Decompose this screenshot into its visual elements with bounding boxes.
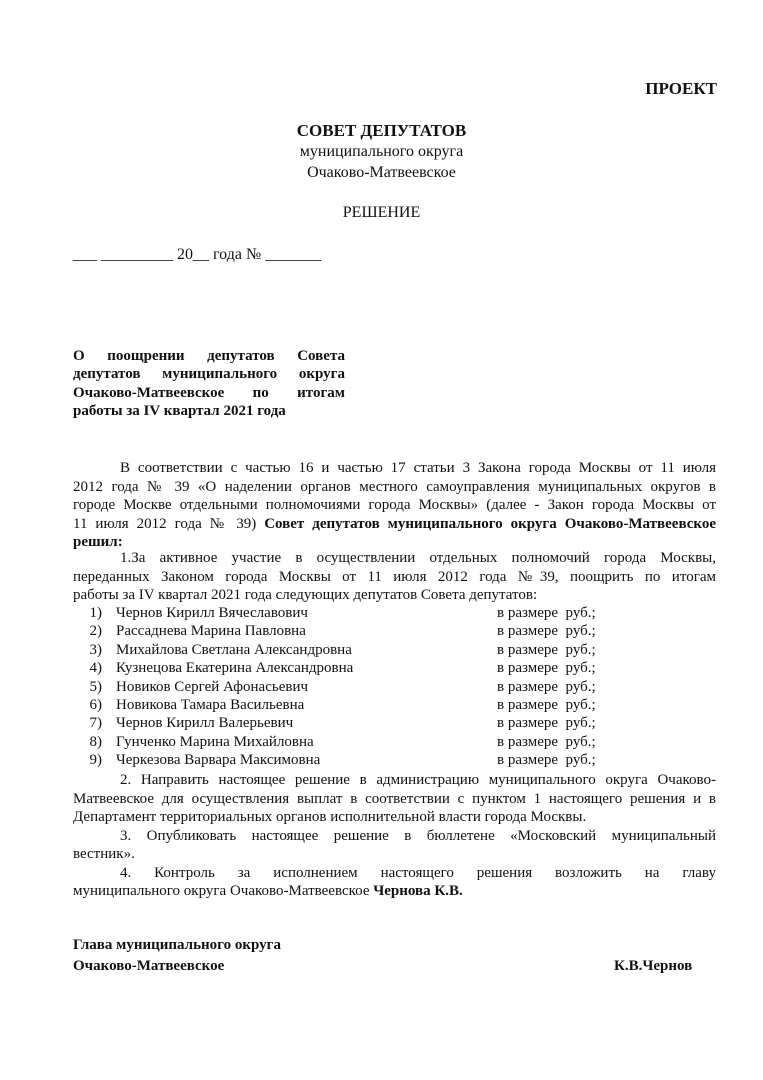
clause-2-line: Департамент территориальных органов исполнительной власти города Москвы. [73,809,587,825]
list-number: 5) [89,678,102,695]
list-item [82,733,642,751]
award-amount: в размере руб.; [497,623,596,640]
signature-title [73,935,281,977]
signatory-name: К.В.Чернов [614,958,693,974]
deputy-name: Рассаднева Марина Павловна [116,623,306,640]
decision-heading: РЕШЕНИЕ [342,204,421,221]
preamble-line: В соответствии с частью 16 и частью 17 статьи 3 Закона города Москвы от 11 июля [120,460,716,476]
list-number: 9) [89,752,102,769]
list-number: 8) [89,733,102,750]
clause-2-line: Матвеевское для осуществления выплат в соответствии с пунктом 1 настоящего решения и в [73,790,716,807]
subject-line: Очаково-Матвеевское по итогам [73,384,345,401]
deputy-name: Михайлова Светлана Александровна [116,641,352,658]
clause-4-line [73,882,716,901]
preamble-paragraph [73,459,716,552]
preamble-line: 2012 года № 39 «О наделении органов местного самоуправления муниципальных округов в [73,478,716,495]
clause-1-line: работы за IV квартал 2021 года следующих депутатов Совета депутатов: [73,587,538,603]
signature-title-line1: Глава муниципального округа [73,937,281,953]
clause-1 [73,549,716,605]
council-resolved-phrase: Совет депутатов муниципального округа Очаково-Матвеевское [264,515,716,532]
resolved-word: решил: [73,534,123,550]
award-amount: в размере руб.; [497,641,596,658]
preamble-line [73,515,716,534]
council-title: СОВЕТ ДЕПУТАТОВ [296,121,467,140]
subject-line: депутатов муниципального округа [73,366,345,383]
preamble-line: городе Москве отдельными полномочиями города Москвы» (далее - Закон города Москвы от [73,497,716,513]
signature-title-line2: Очаково-Матвеевское [73,958,225,974]
draft-stamp: ПРОЕКТ [645,79,717,98]
clause-3-line: 3. Опубликовать настоящее решение в бюллетене «Московский муниципальный [120,827,716,844]
list-item [82,659,642,677]
clause-3-line: вестник». [73,846,135,862]
preamble-text: 11 июля 2012 года № 39) [73,515,265,532]
list-number: 4) [89,660,102,677]
award-amount: в размере руб.; [497,752,596,769]
deputy-name: Чернов Кирилл Вячеславович [116,605,308,621]
deputies-list [82,604,642,770]
award-amount: в размере руб.; [497,678,596,695]
award-amount: в размере руб.; [497,696,596,713]
list-item [82,622,642,640]
list-number: 3) [89,641,102,658]
list-number: 2) [89,623,102,640]
award-amount: в размере руб.; [497,605,596,621]
list-item [82,751,642,769]
date-number-line: ___ _________ 20__ года № _______ [73,246,322,263]
responsible-person: Чернова К.В. [373,883,463,899]
list-item [82,714,642,732]
council-subtitle-line1: муниципального округа [299,143,464,160]
clause-4-text: муниципального округа Очаково-Матвеевское [73,883,374,899]
deputy-name: Чернов Кирилл Валерьевич [116,715,294,732]
list-number: 1) [89,605,102,621]
clause-1-line: 1.За активное участие в осуществлении отдельных полномочий города Москвы, [120,550,716,566]
award-amount: в размере руб.; [497,715,596,732]
list-number: 7) [89,715,102,732]
list-item [82,678,642,696]
deputy-name: Гунченко Марина Михайловна [116,733,314,750]
deputy-name: Кузнецова Екатерина Александровна [116,660,354,677]
council-subtitle-line2: Очаково-Матвеевское [307,164,456,181]
award-amount: в размере руб.; [497,733,596,750]
deputy-name: Черкезова Варвара Максимовна [116,752,321,769]
list-number: 6) [89,696,102,713]
clauses-2-4 [73,771,716,901]
deputy-name: Новикова Тамара Васильевна [116,696,305,713]
subject-line: О поощрении депутатов Совета [73,348,345,364]
list-item [82,696,642,714]
award-amount: в размере руб.; [497,660,596,677]
decision-subject [73,347,345,421]
subject-line: работы за IV квартал 2021 года [73,403,286,420]
clause-2-line: 2. Направить настоящее решение в администрацию муниципального округа Очаково- [120,772,716,788]
clause-1-line: переданных Законом города Москвы от 11 июля 2012 года №39, поощрить по итогам [73,568,716,585]
clause-4-line: 4. Контроль за исполнением настоящего решения возложить на главу [120,864,716,881]
list-item [82,641,642,659]
list-item [82,604,642,622]
deputy-name: Новиков Сергей Афонасьевич [116,678,309,695]
